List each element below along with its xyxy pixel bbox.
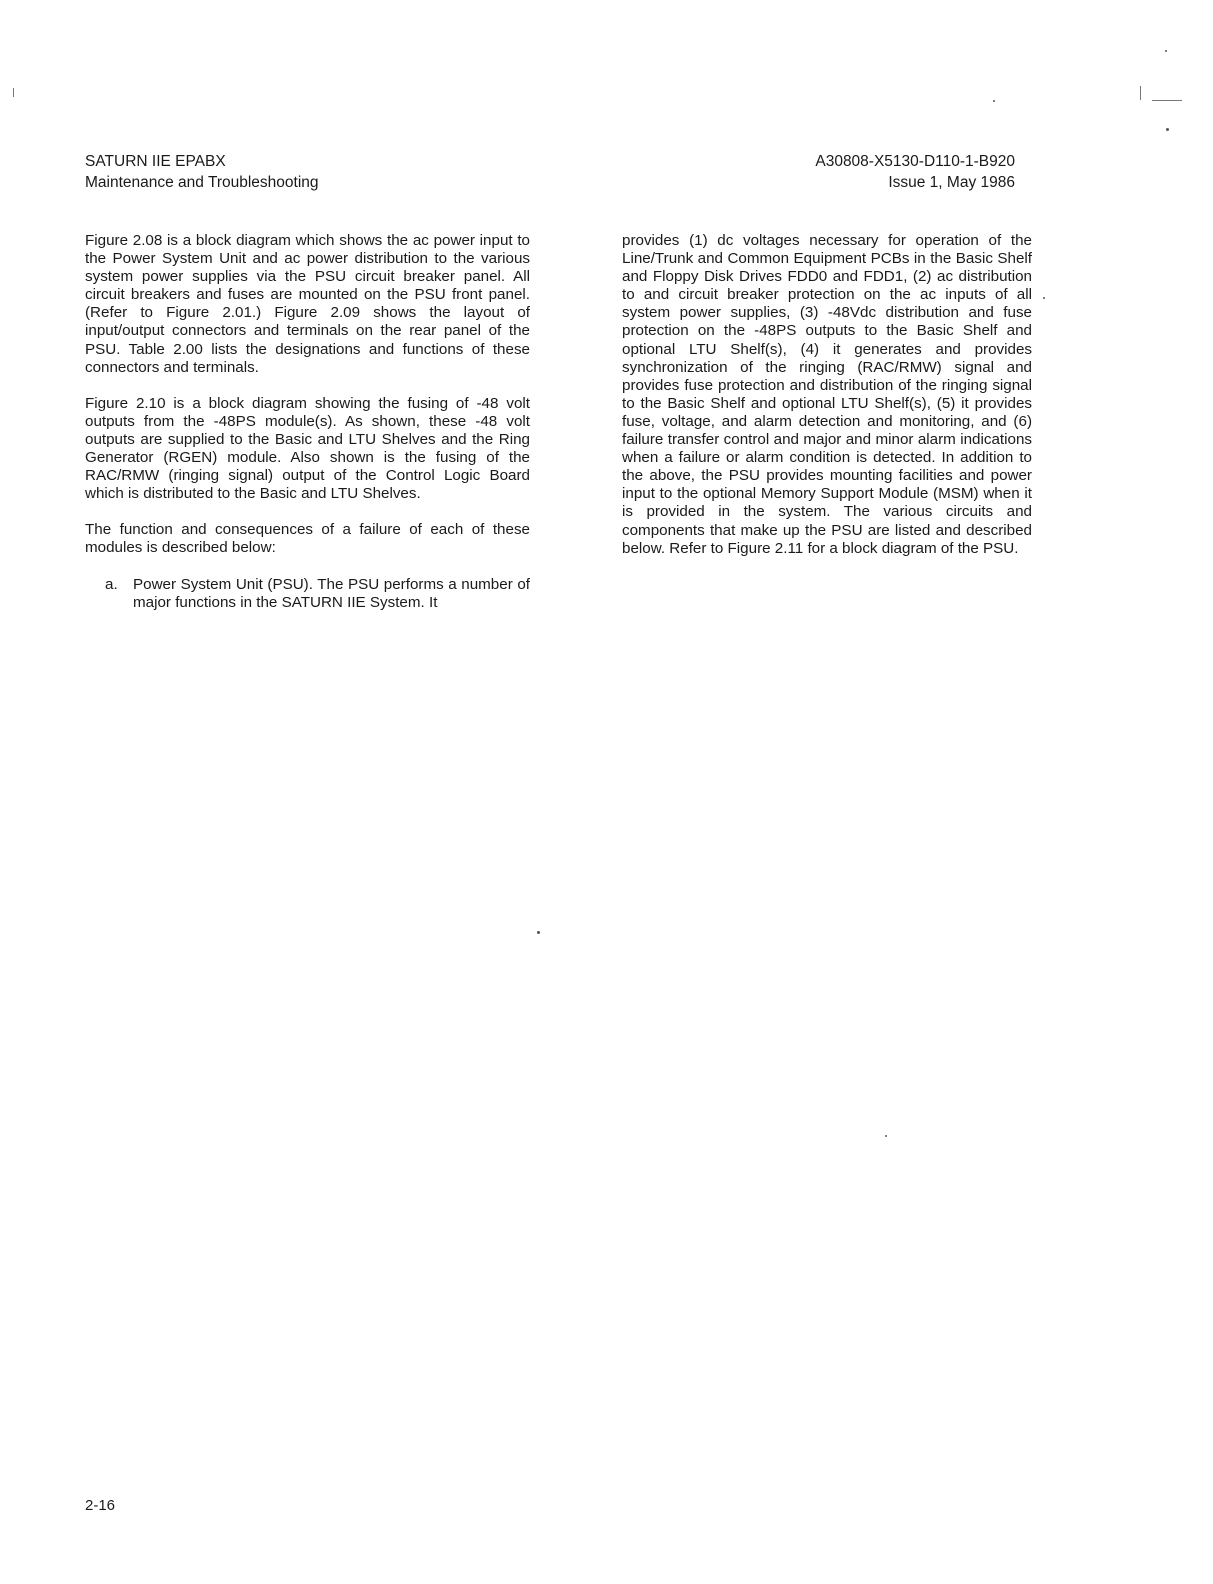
scan-speck (1166, 128, 1169, 131)
page-number: 2-16 (85, 1497, 116, 1514)
header-right (815, 151, 1015, 193)
scan-speck (1043, 297, 1045, 299)
left-column (85, 232, 530, 612)
paragraph: Figure 2.10 is a block diagram showing the fusing of -48 volt outputs from the -48PS module(s). As shown, these -48 volt outputs are supplied to the Basic and LTU Shelves and the Ring Generator (RGEN) module. Also shown is the fusing of the RAC/RMW (ringing signal) output of the Control Logic Board which is distributed to the Basic and LTU Shelves. (85, 394, 530, 503)
scan-mark (1152, 100, 1182, 101)
scan-speck (537, 931, 540, 934)
scan-mark (1140, 86, 1141, 100)
list-item (105, 576, 530, 612)
header-left (85, 151, 319, 193)
list-item-text: Power System Unit (PSU). The PSU performs a number of major functions in the SATURN IIE System. It (133, 575, 530, 611)
document-number: A30808-X5130-D110-1-B920 (815, 153, 1015, 170)
paragraph: Figure 2.08 is a block diagram which shows the ac power input to the Power System Unit and ac power distribution to the various system power supplies via the PSU circuit breaker panel. All circuit breakers and fuses are mounted on the PSU front panel. (Refer to Figure 2.01.) Figure 2.09 shows the layout of input/output connectors and terminals on the rear panel of the PSU. Table 2.00 lists the designations and functions of these connectors and terminals. (85, 232, 530, 376)
paragraph: provides (1) dc voltages necessary for operation of the Line/Trunk and Common Equipment PCBs in the Basic Shelf and Floppy Disk Drives FDD0 and FDD1, (2) ac distribution to and circuit breaker protection on the ac inputs of all system power supplies, (3) -48Vdc distribution and fuse protection on the -48PS outputs to the Basic Shelf and optional LTU Shelf(s), (4) it generates and provides synchronization of the ringing (RAC/RMW) signal and provides fuse protection and distribution of the ringing signal to the Basic Shelf and optional LTU Shelf(s), (5) it provides fuse, voltage, and alarm detection and monitoring, and (6) failure transfer control and major and minor alarm indications when a failure or alarm condition is detected. In addition to the above, the PSU provides mounting facilities and power input to the optional Memory Support Module (MSM) when it is provided in the system. The various circuits and components that make up the PSU are listed and described below. Refer to Figure 2.11 for a block diagram of the PSU. (622, 232, 1032, 557)
scan-mark (13, 88, 14, 97)
scan-speck (1165, 50, 1167, 52)
product-title: SATURN IIE EPABX (85, 153, 226, 170)
list-marker: a. (105, 575, 118, 593)
paragraph: The function and consequences of a failure of each of these modules is described below: (85, 521, 530, 557)
right-column (622, 232, 1032, 576)
manual-title: Maintenance and Troubleshooting (85, 174, 319, 191)
scan-speck (993, 100, 995, 102)
scan-speck (885, 1135, 887, 1137)
issue-date: Issue 1, May 1986 (888, 174, 1015, 191)
